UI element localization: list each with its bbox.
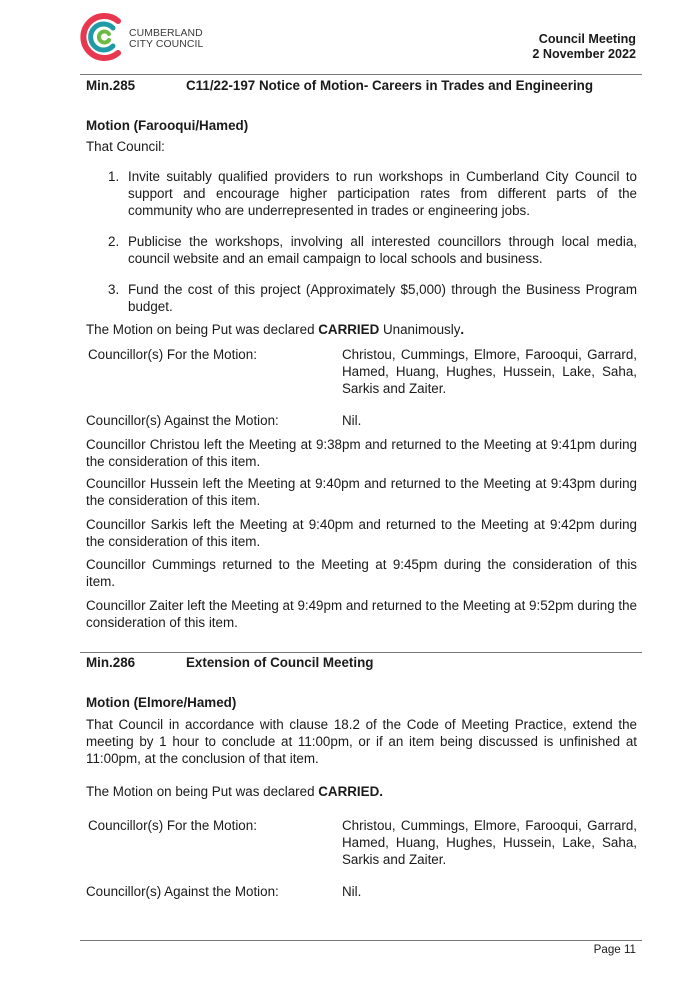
votes-for — [86, 817, 637, 869]
item-number: 2. — [108, 234, 120, 249]
votes-for-label: Councillor(s) For the Motion: — [88, 347, 257, 362]
resolution-item — [86, 233, 637, 267]
votes-against-list: Nil. — [342, 884, 362, 899]
minute-title: Extension of Council Meeting — [186, 655, 374, 670]
result-word: CARRIED — [318, 322, 380, 337]
attendance-note: Councillor Zaiter left the Meeting at 9:49pm and returned to the Meeting at 9:52pm during the consideration of this item. — [86, 598, 637, 630]
motion-result — [86, 783, 637, 800]
item-text: Publicise the workshops, involving all interested councillors through local media, council website and an email campaign to local schools and business. — [128, 234, 637, 266]
minute-number: Min.286 — [86, 655, 136, 670]
minute-number: Min.285 — [86, 78, 136, 93]
motion-intro: That Council: — [86, 139, 165, 154]
votes-against — [86, 412, 637, 429]
footer-divider — [80, 940, 642, 941]
item-number: 3. — [108, 282, 120, 297]
result-suffix: Unanimously — [379, 322, 461, 337]
header-divider — [80, 74, 642, 75]
page-number: Page 11 — [593, 943, 636, 956]
result-word: CARRIED. — [318, 784, 383, 799]
item-text: Invite suitably qualified providers to run workshops in Cumberland City Council to support and encourage higher participation rates from different parts of the community who are underrepresented in trades or engineering jobs. — [128, 169, 637, 218]
votes-against — [86, 883, 637, 900]
votes-against-list: Nil. — [342, 413, 362, 428]
item-text: Fund the cost of this project (Approximately $5,000) through the Business Program budget. — [128, 282, 637, 314]
votes-for-list: Christou, Cummings, Elmore, Farooqui, Garrard, Hamed, Huang, Hughes, Hussein, Lake, Saha, Sarkis and Zaiter. — [342, 347, 637, 396]
votes-for — [86, 346, 637, 398]
logo-line-1: CUMBERLAND — [129, 28, 203, 39]
meeting-header — [532, 32, 636, 62]
result-prefix: The Motion on being Put was declared — [86, 784, 319, 799]
council-logo-icon — [80, 12, 128, 62]
minute-title: C11/22-197 Notice of Motion- Careers in Trades and Engineering — [186, 78, 594, 93]
meeting-name: Council Meeting — [538, 32, 636, 46]
resolution-list — [86, 168, 637, 315]
motion-movers: Motion (Farooqui/Hamed) — [86, 118, 249, 133]
result-dot: . — [460, 322, 465, 337]
result-prefix: The Motion on being Put was declared — [86, 322, 319, 337]
votes-against-label: Councillor(s) Against the Motion: — [86, 413, 279, 428]
votes-for-list: Christou, Cummings, Elmore, Farooqui, Garrard, Hamed, Huang, Hughes, Hussein, Lake, Saha, Sarkis and Zaiter. — [342, 818, 637, 867]
motion-body: That Council in accordance with clause 18.2 of the Code of Meeting Practice, extend the meeting by 1 hour to conclude at 11:00pm, or if an item being discussed is unfinished at 11:00pm, at the conclusion of that item. — [86, 717, 637, 766]
attendance-note: Councillor Hussein left the Meeting at 9:40pm and returned to the Meeting at 9:43pm during the consideration of this item. — [86, 476, 637, 508]
meeting-date: 2 November 2022 — [532, 47, 636, 61]
attendance-note: Councillor Christou left the Meeting at 9:38pm and returned to the Meeting at 9:41pm during the consideration of this item. — [86, 437, 637, 469]
resolution-item — [86, 168, 637, 219]
logo-line-2: CITY COUNCIL — [129, 39, 204, 50]
attendance-note: Councillor Sarkis left the Meeting at 9:40pm and returned to the Meeting at 9:42pm during the consideration of this item. — [86, 517, 637, 549]
motion-result — [86, 321, 637, 338]
attendance-note: Councillor Cummings returned to the Meeting at 9:45pm during the consideration of this item. — [86, 557, 637, 589]
logo-wordmark — [129, 28, 203, 50]
motion-movers: Motion (Elmore/Hamed) — [86, 695, 237, 710]
votes-against-label: Councillor(s) Against the Motion: — [86, 884, 279, 899]
council-logo — [80, 12, 220, 62]
votes-for-label: Councillor(s) For the Motion: — [88, 818, 257, 833]
item-number: 1. — [108, 169, 120, 184]
section-divider — [80, 652, 642, 653]
resolution-item — [86, 281, 637, 315]
